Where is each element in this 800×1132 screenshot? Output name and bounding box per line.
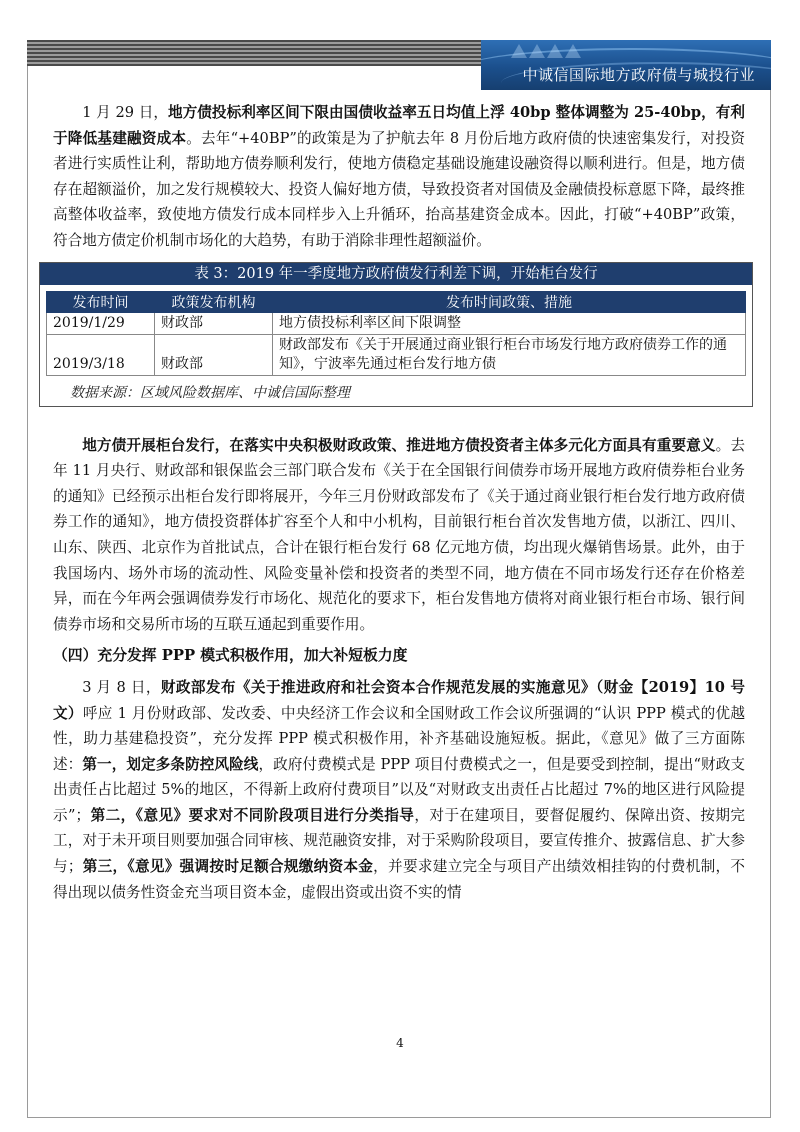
cell-measure: 地方债投标利率区间下限调整 xyxy=(273,312,746,334)
table-header-row xyxy=(47,291,746,312)
p1-bold: 地方债投标利率区间下限由国债收益率五日均值上浮 40bp 整体调整为 25-40bp，有利于降低基建融资成本 xyxy=(53,104,745,147)
cell-org: 财政部 xyxy=(155,334,273,375)
p2-rest: 。去年 11 月央行、财政部和银保监会三部门联合发布《关于在全国银行间债券市场开展地方政府债券柜台业务的通知》已经预示出柜台发行即将展开，今年三月份财政部发布了《关于通过商业银行柜台发行地方政府债券工作的通知》，地方债投资群体扩容至个人和中小机构，目前银行柜台首次发售地方债，以浙江、四川、山东、陕西、北京作为首批试点，合计在银行柜台发行 68 亿元地方债，均出现火爆销售场景。此外，由于我国场内、场外市场的流动性、风险变量补偿和投资者的类型不同，地方债在不同市场发行还存在价格差异，而在今年两会强调债券发行市场化、规范化的要求下，柜台发售地方债将对商业银行柜台市场、银行间债券市场和交易所市场的互联互通起到重要作用。 xyxy=(53,436,745,633)
header-banner xyxy=(481,40,771,90)
data-table xyxy=(46,291,746,376)
page-header xyxy=(27,40,771,90)
paragraph-2 xyxy=(53,433,745,638)
cell-measure: 财政部发布《关于开展通过商业银行柜台市场发行地方政府债券工作的通知》，宁波率先通过柜台发行地方债 xyxy=(273,334,746,375)
spacer xyxy=(53,407,745,433)
header-title: 中诚信国际地方政府债与城投行业 xyxy=(522,66,755,84)
header-triangle-decoration xyxy=(529,44,545,58)
table-row xyxy=(47,334,746,375)
column-header-measure: 发布时间政策、措施 xyxy=(273,291,746,312)
table-row xyxy=(47,312,746,334)
p3-bold: 财政部发布《关于推进政府和社会资本合作规范发展的实施意见》（财金【2019】10 号文） xyxy=(53,678,745,722)
table-3 xyxy=(39,262,753,407)
p3-bold: 第二，《意见》要求对不同阶段项目进行分类指导 xyxy=(90,806,415,824)
section-heading: （四）充分发挥 PPP 模式积极作用，加大补短板力度 xyxy=(53,647,408,665)
column-header-date: 发布时间 xyxy=(47,291,155,312)
p3-lead: 3 月 8 日， xyxy=(82,678,161,696)
cell-org: 财政部 xyxy=(155,312,273,334)
header-triangle-decoration xyxy=(547,44,563,58)
p3-text: ，政府付费模式是 PPP 项目付费模式之一，但是要受到控制，提出“财政支出责任占比超过 5%的地区，不得新上政府付费项目”以及“对财政支出责任占比超过 7%的地区进行风险提示”； xyxy=(53,755,745,824)
table-body xyxy=(46,291,746,376)
cell-date: 2019/3/18 xyxy=(47,334,155,375)
table-source: 数据来源：区域风险数据库、中诚信国际整理 xyxy=(70,384,350,401)
cell-date: 2019/1/29 xyxy=(47,312,155,334)
paragraph-1 xyxy=(53,100,745,254)
paragraph-3 xyxy=(53,675,745,905)
p3-text: ，并要求建立完全与项目产出绩效相挂钩的付费机制，不得出现以债务性资金充当项目资本金，虚假出资或出资不实的情 xyxy=(53,858,745,901)
p3-text: 呼应 1 月份财政部、发改委、中央经济工作会议和全国财政工作会议所强调的“认识 PPP 模式的优越性，助力基建稳投资”，充分发挥 PPP 模式积极作用，补齐基础设施短板。据此，《意见》做了三方面陈述： xyxy=(53,704,745,773)
page-number: 4 xyxy=(396,1036,404,1050)
p3-bold: 第一，划定多条防控风险线 xyxy=(82,755,259,773)
p3-text: ，对于在建项目，要督促履约、保障出资、按期完工，对于未开项目则要加强合同审核、规范融资安排，对于采购阶段项目，要宣传推介、披露信息、扩大参与； xyxy=(53,806,745,876)
p1-lead: 1 月 29 日， xyxy=(82,104,169,121)
column-header-org: 政策发布机构 xyxy=(155,291,273,312)
p2-bold: 地方债开展柜台发行，在落实中央积极财政政策、推进地方债投资者主体多元化方面具有重要意义 xyxy=(82,436,716,454)
header-triangle-decoration xyxy=(565,44,581,58)
page-body xyxy=(53,100,745,905)
p1-rest: 。去年“+40BP”的政策是为了护航去年 8 月份后地方政府债的快速密集发行，对投资者进行实质性让利，帮助地方债券顺利发行，使地方债稳定基础设施建设融资得以顺利进行。但是，地方债存在超额溢价，加之发行规模较大、投资人偏好地方债，导致投资者对国债及金融债投标意愿下降，最终推高整体收益率，致使地方债发行成本同样步入上升循环，抬高基建资金成本。因此，打破“+40BP”政策，符合地方债定价机制市场化的大趋势，有助于消除非理性超额溢价。 xyxy=(53,129,745,249)
header-triangle-decoration xyxy=(511,44,527,58)
table-title: 表 3：2019 年一季度地方政府债发行利差下调，开始柜台发行 xyxy=(40,263,752,285)
p3-bold: 第三，《意见》强调按时足额合规缴纳资本金 xyxy=(82,858,374,876)
